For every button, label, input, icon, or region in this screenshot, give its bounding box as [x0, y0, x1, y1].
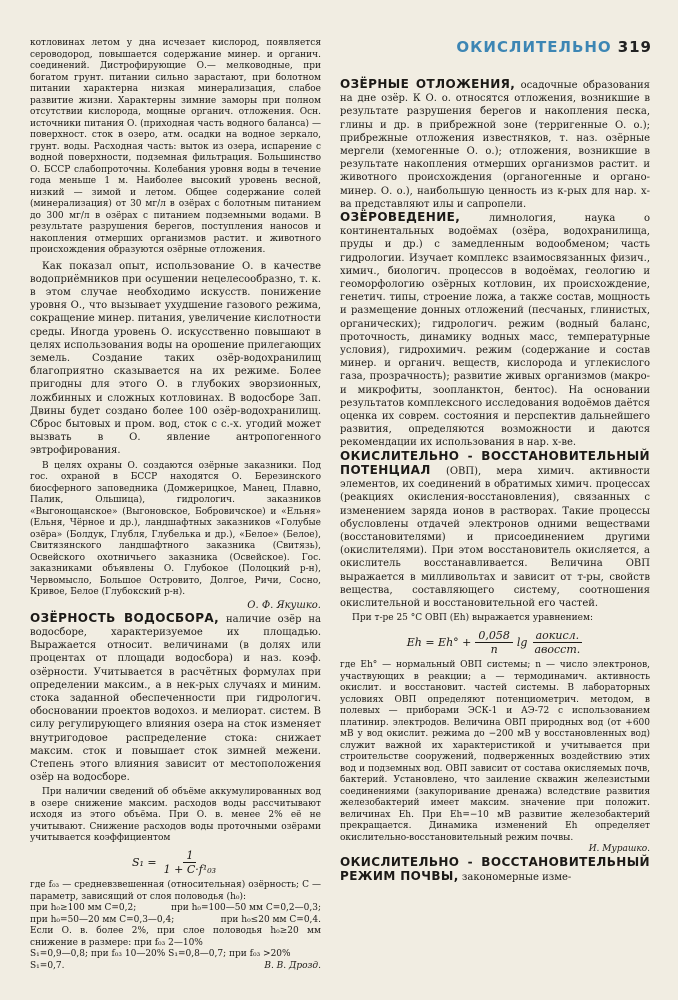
table-tail-text: S₁=0,7.	[30, 960, 65, 971]
fraction-numerator: 0,058	[475, 629, 513, 643]
running-header	[456, 38, 652, 56]
formula	[30, 849, 321, 876]
fraction-denominator: n	[490, 642, 498, 656]
log-symbol: lg	[516, 635, 528, 649]
left-column	[30, 38, 321, 972]
table-cell: Если О. в. более 2%, при слое половодья h₀≥20 мм снижение в размере: при f₀₃ 2—10%	[30, 926, 321, 948]
entry	[340, 211, 650, 450]
table-cell: при h₀≤20 мм C=0,4.	[220, 914, 321, 925]
right-column	[340, 78, 650, 884]
table-cell: при h₀≥100 мм C=0,2;	[30, 903, 137, 914]
formula-lhs: Eh = Eh° +	[406, 635, 472, 649]
entry-text: осадочные образования на дне озёр. К О. о. относятся отложения, возникшие в результате разрушения берегов и накопления песка, глины и др. в прибрежной зоне (терригенные О. о.); прибрежные отложения известняков, т. наз. озёрные мергели (хемогенные О. о.); отложения, возникшие в результате накопления отмерших организмов растит. и животного происхождения (органогенные и органо-минер. О. о.), наибольшую ценность из к-рых для нар. х-ва представляют илы и сапропели.	[340, 80, 650, 210]
entry	[340, 856, 650, 884]
table-cell: при h₀=100—50 мм C=0,2—0,3;	[170, 903, 321, 914]
entry	[340, 450, 650, 610]
formula-lhs: S₁ =	[131, 855, 157, 869]
fraction	[475, 629, 513, 656]
table-tail	[30, 961, 321, 973]
entry-heading: ОЗЁРНЫЕ ОТЛОЖЕНИЯ,	[340, 77, 516, 91]
paragraph: где f₀₃ — средневзвешенная (относительная) озёрность; C — параметр, зависящий от слоя половодья (h₀):	[30, 880, 321, 902]
paragraph: При наличии сведений об объёме аккумулированных вод в озере снижение максим. расходов воды рассчитывают исходя из этого объёма. При О. в. менее 2% её не учитывают. Снижение расходов воды проточными озёрами учитывается коэффициентом	[30, 787, 321, 844]
fraction-denominator: aвосст.	[534, 642, 581, 656]
page-number: 319	[617, 38, 652, 56]
fraction	[161, 849, 219, 876]
parameter-table	[30, 903, 321, 961]
entry	[30, 612, 321, 785]
author-signature: О. Ф. Якушко.	[247, 599, 321, 611]
entry-heading: ОКИСЛИТЕЛЬНО - ВОССТАНОВИТЕЛЬНЫЙ ПОТЕНЦИАЛ	[340, 448, 650, 477]
entry-heading: ОКИСЛИТЕЛЬНО - ВОССТАНОВИТЕЛЬНЫЙ РЕЖИМ ПОЧВЫ,	[340, 854, 650, 883]
table-cell: S₁=0,9—0,8; при f₀₃ 10—20% S₁=0,8—0,7; при f₀₃ >20%	[30, 949, 291, 960]
entry-text: лимнология, наука о континентальных водоёмах (озёра, водохранилища, пруды и др.) с замедленным водообменом; часть гидрологии. Изучает комплекс взаимосвязанных физич., химич., биологич. процессов в водоёмах, геологию и геоморфологию озёрных котловин, их происхождение, генетич. типы, строение ложа, а также состав, мощность и размещение донных отложений (песчаных, глинистых, органических); гидрологич. режим (водный баланс, проточность, динамику водных масс, температурные условия), гидрохимич. режим (содержание и состав минер. и органич. веществ, кислорода и углекислого газа, прозрачность); развитие живых организмов (макро- и микрофиты, зоопланктон, бентос). На основании результатов комплексного исследования водоёмов даётся оценка их соврем. состояния и перспектив дальнейшего развития, определяются возможности и даются рекомендации их использования в нар. х-ве.	[340, 213, 650, 449]
entry-text: наличие озёр на водосборе, характеризуемое их площадью. Выражается относит. величинами (в долях или процентах от площади водосбора) и наз. коэф. озёрности. Учитывается в расчётных формулах при определении максим., а в нек-рых случаях и миним. стока заданной обеспеченности при гидрологич. обосновании проектов водохоз. и мелиорат. систем. В силу регулирующего влияния озера на сток изменяет внутригодовое распределение стока: снижает максим. сток и повышает сток зимней межени. Степень этого влияния зависит от местоположения озёр на водосборе.	[30, 613, 321, 784]
table-row	[30, 903, 321, 915]
entry-text: (ОВП), мера химич. активности элементов, их соединений в обратимых химич. процессах (реакциях окисления-восстановления), связанных с изменением заряда ионов в растворах. Такие процессы обусловлены отдачей электронов одними веществами (восстановителями) и присоединением другими (окислителями). При этом восстановитель окисляется, а окислитель восстанавливается. Величина ОВП выражается в милливольтах и зависит от т-ры, свойств вещества, составляющего систему, соотношения окислительной и восстановительной его частей.	[340, 465, 650, 609]
paragraph: При т-ре 25 °С ОВП (Eh) выражается уравнением:	[352, 613, 594, 624]
formula	[340, 629, 650, 656]
entry-heading: ОЗЁРОВЕДЕНИЕ,	[340, 210, 461, 225]
entry	[340, 78, 650, 211]
paragraph: где Eh° — нормальный ОВП системы; n — число электронов, участвующих в реакции; a — термодинамич. активность окислит. и восстановит. частей системы. В лабораторных условиях ОВП определяют потенциометрич. методом, в полевых — приборами ЭСК-1 и АЭ-72 с использованием платинир. электродов. Величина ОВП природных вод (от +600 мВ у вод окислит. режима до −200 мВ у восстановленных вод) служит важной их характеристикой и учитывается при строительстве сооружений, подверженных воздействию этих вод и подземных вод. ОВП зависит от состава окисляемых почв, бактерий. Установлено, что заиление скважин железистыми соединениями (закупоривание дренажа) вследствие развития железобактерий имеет максим. значение при положит. величинах Eh. При Eh=−10 мВ развитие железобактерий прекращается. Динамика изменений Eh определяет окислительно-восстановительный режим почвы.	[340, 660, 650, 843]
running-title: ОКИСЛИТЕЛЬНО	[456, 38, 612, 56]
paragraph: котловинах летом у дна исчезает кислород, появляется сероводород, повышается содержание минер. и органич. соединений. Дистрофирующие О.— мелководные, при богатом грунт. питании сильно зарастают, при болотном питании характерна низкая минерализация, слабое развитие жизни. Характерны зимние заморы при полном отсутствии кислорода, мощные органич. отложения. Осн. источники питания О. (приходная часть водного баланса) — поверхност. сток в озеро, атм. осадки на водное зеркало, грунт. воды. Расходная часть: выток из озера, испарение с водной поверхности, подземная фильтрация. Большинство О. БССР слабопроточны. Колебания уровня воды в течение года меньше 1 м. Наиболее высокий уровень весной, низкий — зимой и летом. Общее содержание солей (минерализация) от 30 мг/л в озёрах с болотным питанием до 300 мг/л в озёрах с питанием подземными водами. В результате разрушения берегов, поступления наносов и накопления отмерших организмов растит. и животного происхождения образуются озёрные отложения.	[30, 38, 321, 255]
paragraph: Как показал опыт, использование О. в качестве водоприёмников при осушении нецелесообразно, т. к. в этом случае необходимо искусств. понижение уровня О., что вызывает ухудшение газового режима, сокращение минер. питания, увеличение кислотности среды. Иногда уровень О. искусственно повышают в целях использования воды на орошение прилегающих земель. Создание таких озёр-водохранилищ благоприятно сказывается на их режиме. Более пригодны для этого О. в глубоких эворзионных, ложбинных и сложных котловинах. В водосборе Зап. Двины будет создано более 100 озёр-водохранилищ. Сброс бытовых и пром. вод, сток с с.-х. угодий может вызвать в О. явление антропогенного эвтрофирования.	[30, 260, 321, 457]
table-row	[30, 915, 321, 927]
fraction-numerator: aокисл.	[533, 629, 583, 643]
fraction-denominator: 1 + C·f¹₀₃	[163, 863, 217, 877]
table-cell: при h₀=50—20 мм C=0,3—0,4;	[30, 914, 175, 925]
paragraph: В целях охраны О. создаются озёрные заказники. Под гос. охраной в БССР находятся О. Березинского биосферного заповедника (Домжерицкое, Манец, Плавно, Палик, Ольшица), гидрологич. заказников «Выгонощанское» (Выгоновское, Бобровичское) и «Ельня» (Ельня, Чёрное и др.), ландшафтных заказников «Голубые озёра» (Болдук, Глубля, Глубелька и др.), «Белое» (Белое), Свитязянского ландшафтного заказника (Свитязь), Освейского охотничьего заказника (Освейское). Гос. заказниками объявлены О. Глубокое (Полоцкий р-н), Червомысло, Большое Островито, Долгое, Ричи, Сосно, Кривое, Белое (Глубокский р-н).	[30, 460, 321, 598]
table-row	[30, 949, 321, 961]
fraction-numerator: 1	[183, 849, 196, 863]
entry-text: закономерные изме-	[461, 871, 572, 883]
entry-heading: ОЗЁРНОСТЬ ВОДОСБОРА,	[30, 610, 220, 625]
author-signature: В. В. Дрозд.	[264, 960, 321, 971]
author-signature: И. Мурашко.	[588, 844, 650, 855]
table-row	[30, 926, 321, 949]
fraction	[531, 629, 583, 656]
